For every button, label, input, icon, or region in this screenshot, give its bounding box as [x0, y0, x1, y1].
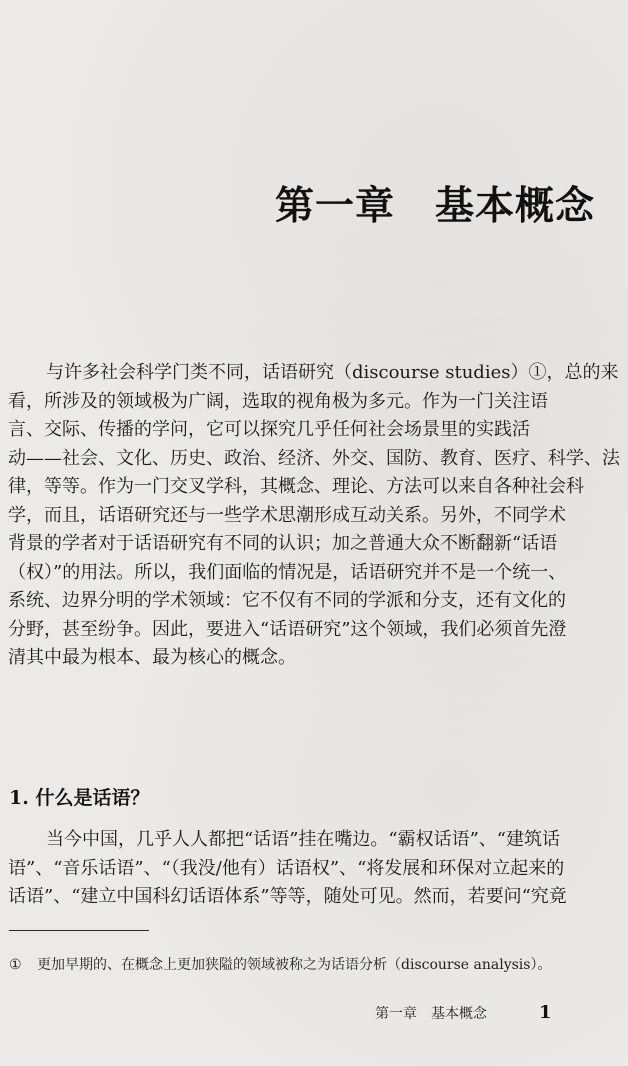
paragraph-line: 言、交际、传播的学问，它可以探究几乎任何社会场景里的实践活 [8, 419, 530, 440]
paragraph-line: 看，所涉及的领域极为广阔，选取的视角极为多元。作为一门关注语 [8, 390, 548, 412]
footnote [9, 954, 584, 976]
paragraph-line: 学，而且，话语研究还与一些学术思潮形成互动关系。另外，不同学术 [8, 504, 566, 526]
paragraph-line: 清其中最为根本、最为核心的概念。 [8, 647, 296, 668]
footnote-marker: ① [9, 957, 22, 973]
page-number: 1 [539, 1002, 552, 1023]
footnote-text: 更加早期的、在概念上更加狭隘的领域被称之为话语分析（discourse analysis）。 [37, 957, 552, 973]
paragraph-line: （权）”的用法。所以，我们面临的情况是，话语研究并不是一个统一、 [8, 561, 567, 583]
paragraph-line: 动——社会、文化、历史、政治、经济、外交、国防、教育、医疗、科学、法 [8, 447, 620, 469]
paragraph-line: 话语”、“建立中国科幻话语体系”等等，随处可见。然而，若要问“究竟 [8, 886, 567, 907]
paragraph-line: 与许多社会科学门类不同，话语研究（discourse studies）①，总的来 [46, 362, 619, 383]
paragraph-line: 律，等等。作为一门交叉学科，其概念、理论、方法可以来自各种社会科 [8, 476, 584, 497]
running-footer: 第一章 基本概念 [375, 1006, 487, 1022]
chapter-title: 第一章 基本概念 [275, 183, 596, 229]
intro-paragraph [8, 359, 620, 673]
footnote-divider [9, 930, 149, 931]
paragraph-line: 语”、“音乐话语”、“（我没/他有）话语权”、“将发展和环保对立起来的 [8, 857, 565, 879]
section-heading: 1. 什么是话语？ [9, 787, 150, 809]
section-paragraph [8, 826, 583, 912]
paragraph-line: 系统、边界分明的学术领域：它不仅有不同的学派和分支，还有文化的 [8, 590, 566, 611]
paragraph-line: 分野，甚至纷争。因此，要进入“话语研究”这个领域，我们必须首先澄 [8, 618, 567, 640]
paragraph-line: 当今中国，几乎人人都把“话语”挂在嘴边。“霸权话语”、“建筑话 [46, 829, 561, 850]
paragraph-line: 背景的学者对于话语研究有不同的认识；加之普通大众不断翻新“话语 [8, 533, 558, 554]
